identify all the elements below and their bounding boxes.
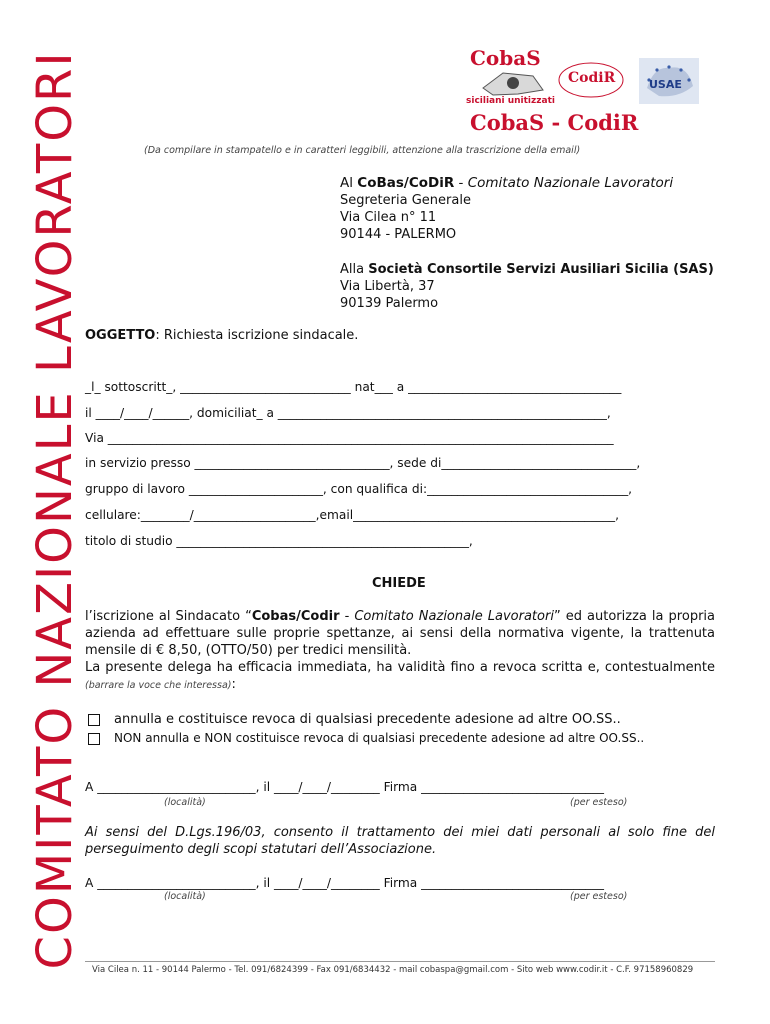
form-line: _l_ sottoscritt_, ____________________________ nat___ a ___________________________________ [85, 380, 622, 394]
place-label-1: (località) [164, 797, 206, 808]
form-line: gruppo di lavoro ______________________, con qualifica di:_________________________________, [85, 482, 633, 496]
recipient-2-line3: 90139 Palermo [340, 296, 439, 311]
recipient-1-line4: 90144 - PALERMO [340, 227, 457, 242]
subject-text: : Richiesta iscrizione sindacale. [155, 328, 359, 343]
recipient-1-name: CoBas/CoDiR [357, 175, 455, 191]
codir-logo [556, 60, 626, 100]
chiede-heading: CHIEDE [372, 576, 426, 591]
request-org: Cobas/Codir [251, 609, 340, 624]
footer-rule [85, 961, 715, 962]
request-p3-end: : [231, 677, 236, 692]
option-non-annulla-label: NON annulla e NON costituisce revoca di qualsiasi precedente adesione ad altre OO.SS.. [114, 731, 645, 745]
place-label-2: (località) [164, 891, 206, 902]
form-line: in servizio presso ________________________________, sede di________________________________, [85, 456, 641, 470]
footer-contacts: Via Cilea n. 11 - 90144 Palermo - Tel. 091/6824399 - Fax 091/6834432 - mail cobaspa@gmail.com - Sito web www.codir.it - C.F. 97158960829 [92, 965, 694, 975]
sicily-icon [478, 68, 548, 98]
sign-label-1: (per esteso) [570, 797, 628, 808]
form-line: il ____/____/______, domiciliat_ a ______________________________________________________, [85, 406, 611, 420]
form-line: titolo di studio ________________________________________________, [85, 534, 473, 548]
recipient-2-line2: Via Libertà, 37 [340, 279, 435, 294]
signature-line-2: A __________________________, il ____/____/________ Firma ______________________________ [85, 876, 604, 890]
subject-line [85, 328, 358, 343]
request-p3: La presente delega ha efficacia immediata, ha validità fino a revoca scritta e, contestualmente [85, 660, 715, 675]
side-title: COMITATO NAZIONALE LAVORATORI [27, 50, 83, 970]
recipient-1-sep: - [454, 175, 468, 191]
cobas-logo [464, 44, 639, 135]
subject-label: OGGETTO [85, 328, 156, 343]
recipient-1-line2: Segreteria Generale [340, 193, 471, 208]
option-annulla[interactable] [88, 712, 621, 727]
cobas-logo-top: CobaS [470, 46, 541, 70]
form-line: Via ___________________________________________________________________________________ [85, 431, 614, 445]
recipient-1-desc: Comitato Nazionale Lavoratori [467, 175, 674, 191]
recipient-2-name: Società Consortile Servizi Ausiliari Sicilia (SAS) [368, 262, 714, 277]
cobas-logo-sub: siciliani unitizzati [466, 96, 555, 106]
request-p1: l’iscrizione al Sindacato “ [85, 609, 252, 624]
compilation-note: (Da compilare in stampatello e in caratteri leggibili, attenzione alla trascrizione della email) [144, 145, 581, 156]
recipient-1-line3: Via Cilea n° 11 [340, 210, 437, 225]
usae-logo-text: USAE [649, 78, 682, 91]
checkbox-annulla[interactable] [88, 714, 100, 726]
request-sep: - [339, 609, 355, 624]
usae-logo [639, 58, 699, 104]
privacy-consent: Ai sensi del D.Lgs.196/03, consento il trattamento dei miei dati personali al solo fine del perseguimento degli scopi statutari dell’Associazione. [85, 825, 715, 857]
form-line: cellulare:________/____________________,email___________________________________________, [85, 508, 620, 522]
request-orgdesc: Comitato Nazionale Lavoratori [354, 609, 554, 624]
option-annulla-label: annulla e costituisce revoca di qualsiasi precedente adesione ad altre OO.SS.. [114, 712, 621, 727]
recipient-1-prefix: Al [340, 175, 358, 191]
recipient-2-prefix: Alla [340, 262, 369, 277]
request-p2: ” ed autorizza la propria azienda ad effettuare sulle proprie spettanze, ai sensi della normativa vigente, la trattenuta mensile di € 8,50, (OTTO/50) per tredici mensilità. [85, 609, 715, 658]
recipient-1 [340, 175, 673, 243]
logo-group [464, 40, 714, 135]
recipient-2 [340, 261, 714, 312]
signature-line-1: A __________________________, il ____/____/________ Firma ______________________________ [85, 780, 604, 794]
sign-label-2: (per esteso) [570, 891, 628, 902]
cobas-logo-bottom: CobaS - CodiR [470, 110, 639, 135]
request-paragraph [85, 608, 715, 694]
request-note: (barrare la voce che interessa) [85, 680, 232, 691]
checkbox-non-annulla[interactable] [88, 733, 100, 745]
option-non-annulla[interactable] [88, 731, 644, 745]
codir-logo-text: CodiR [568, 70, 616, 86]
